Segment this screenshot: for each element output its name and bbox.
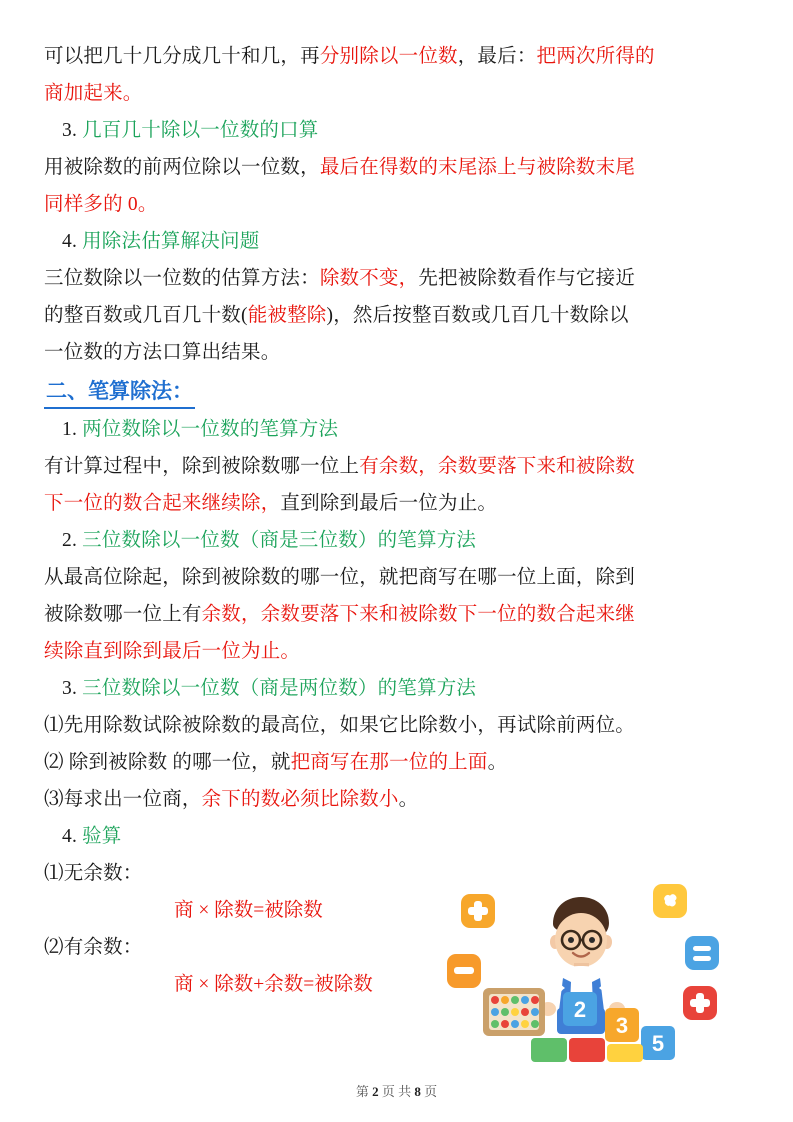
text-run: 3. (62, 678, 83, 699)
text-line (44, 223, 749, 260)
footer-prefix: 第 (355, 1084, 373, 1099)
svg-text:2: 2 (573, 997, 587, 1022)
formula-with-remainder: 商 × 除数+余数=被除数 (174, 974, 373, 995)
plus-icon-red (683, 986, 717, 1020)
text-run: 同样多的 0。 (44, 194, 158, 215)
footer-middle: 页 共 (378, 1084, 415, 1099)
equals-icon-blue (685, 936, 719, 970)
text-line (44, 559, 749, 596)
text-run: ⑵ (44, 752, 69, 773)
text-run: 一位数的方法口算出结果。 (44, 342, 281, 363)
text-run: 三位数除以一位数（商是两位数）的笔算方法 (82, 678, 477, 699)
text-line (44, 411, 749, 448)
text-run: )，然后按整百数或几百几十数除以 (326, 305, 629, 326)
svg-text:3: 3 (615, 1013, 629, 1038)
text-line (44, 596, 749, 633)
text-run: 有计算过程中，除到被除数哪一位上 (44, 456, 360, 477)
text-run: 2. (62, 530, 83, 551)
footer-current-page: 2 (372, 1084, 379, 1099)
text-run: 用除法估算解决问题 (82, 231, 260, 252)
number-block-3 (605, 1008, 639, 1042)
text-run: 两位数除以一位数的笔算方法 (82, 419, 339, 440)
text-run: 4. (62, 231, 83, 252)
section-heading: 二、笔算除法： (44, 376, 195, 409)
text-line (44, 149, 749, 186)
text-run: 。 (398, 789, 419, 810)
paragraph-group-written-division (44, 411, 749, 892)
text-line (44, 670, 749, 707)
text-run: 用被除数的前两位除以一位数， (44, 157, 320, 178)
text-run: ⑶每求出一位商， (44, 789, 202, 810)
text-line (44, 260, 749, 297)
text-run: 验算 (82, 826, 122, 847)
text-run: 1. (62, 419, 83, 440)
number-block-5 (641, 1026, 675, 1060)
text-line (44, 334, 749, 371)
footer-suffix: 页 (420, 1084, 438, 1099)
text-run: 先把被除数看作与它接近 (418, 268, 636, 289)
text-run: 几百几十除以一位数的口算 (82, 120, 319, 141)
text-run: 续除直到除到最后一位为止。 (44, 641, 301, 662)
text-run: 4. (62, 826, 83, 847)
multiply-icon-yellow (653, 884, 687, 918)
text-line (44, 75, 749, 112)
text-run: 的哪一位，就 (167, 752, 291, 773)
svg-text:5: 5 (651, 1031, 665, 1056)
text-run: 的整百数或几百几十数( (44, 305, 248, 326)
text-run: 可以把几十几分成几十和几，再 (44, 46, 320, 67)
text-run: 除数不变， (319, 268, 419, 289)
formula-no-remainder: 商 × 除数=被除数 (174, 900, 323, 921)
text-line (44, 297, 749, 334)
text-run: 分别除以一位数 (319, 46, 458, 67)
text-line (44, 781, 749, 818)
text-line (44, 186, 749, 223)
text-line (44, 112, 749, 149)
text-run: 有余数，余数要落下来和被除数 (359, 456, 636, 477)
text-run: 除到被除数 (68, 752, 168, 773)
text-run: 余数，余数要落下来和被除数下一位的数合起来继 (201, 604, 636, 625)
number-block-2 (563, 992, 597, 1026)
paragraph-group-oral-division (44, 38, 749, 371)
page-footer (0, 1081, 793, 1100)
illustration-boy-with-abacus (445, 880, 745, 1070)
text-run: 3. (62, 120, 83, 141)
text-run: 把两次所得的 (536, 46, 655, 67)
text-run: 最后在得数的末尾添上与被除数末尾 (319, 157, 636, 178)
text-line (44, 818, 749, 855)
text-run: 。 (487, 752, 508, 773)
text-line (44, 38, 749, 75)
text-run: 从最高位除起，除到被除数的哪一位，就把商写在哪一位上面，除到 (44, 567, 636, 588)
text-line (44, 485, 749, 522)
text-run: ⑴无余数： (44, 863, 143, 884)
text-run: ⑴先用除数试除被除数的最高位，如果它比除数小，再试除前两位。 (44, 715, 636, 736)
abacus (483, 988, 545, 1036)
text-line (44, 448, 749, 485)
text-run: 三位数除以一位数（商是三位数）的笔算方法 (82, 530, 477, 551)
text-run: 把商写在那一位的上面 (290, 752, 488, 773)
text-run: 能被整除 (247, 305, 327, 326)
text-line (44, 744, 749, 781)
text-run: ，最后： (457, 46, 537, 67)
minus-icon-orange (447, 954, 481, 988)
text-run: 三位数除以一位数的估算方法： (44, 268, 320, 289)
text-line (44, 707, 749, 744)
text-line (44, 633, 749, 670)
text-run: 商加起来。 (44, 83, 143, 104)
text-run: 被除数哪一位上有 (44, 604, 202, 625)
text-run: 直到除到最后一位为止。 (280, 493, 498, 514)
text-run: 余下的数必须比除数小 (201, 789, 399, 810)
line-with-remainder-label: ⑵有余数： (44, 937, 143, 958)
text-line (44, 522, 749, 559)
footer-total-pages: 8 (414, 1084, 421, 1099)
plus-icon-orange (461, 894, 495, 928)
section-heading-wrapper (44, 371, 749, 411)
text-run: 下一位的数合起来继续除， (44, 493, 281, 514)
